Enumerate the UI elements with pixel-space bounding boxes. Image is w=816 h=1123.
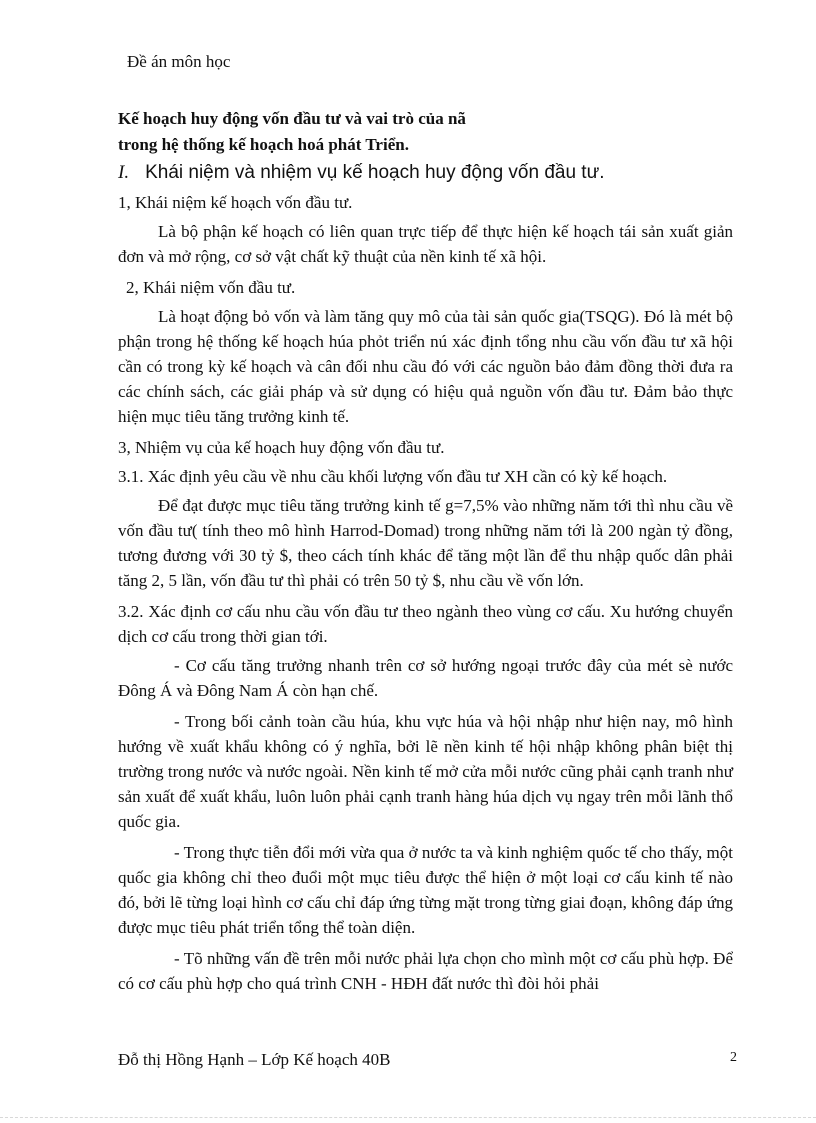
subsection-2-paragraph: Là hoạt động bỏ vốn và làm tăng quy mô của tài sản quốc gia(TSQG). Đó là mét bộ phận trong hệ thống kế hoạch húa phỏt triển nú xác định tổng nhu cầu vốn đầu tư xã hội cần có trong kỳ kế hoạch và cân đối nhu cầu đó với các nguồn bảo đảm đồng thời đưa ra các chính sách, các giải pháp và sử dụng có hiệu quả nguồn vốn đầu tư. Đảm bảo thực hiện mục tiêu tăng trưởng kinh tế. (118, 307, 733, 426)
item-3-2-heading: 3.2. Xác định cơ cấu nhu cầu vốn đầu tư theo ngành theo vùng cơ cấu. Xu hướng chuyển dịch cơ cấu trong thời gian tới. (118, 602, 733, 646)
bullet-paragraph: - Tõ những vấn đề trên mỗi nước phải lựa chọn cho mình một cơ cấu phù hợp. Để có cơ cấu phù hợp cho quá trình CNH - HĐH đất nước thì đòi hỏi phải (118, 949, 733, 993)
item-3-1-paragraph: Để đạt được mục tiêu tăng trưởng kinh tế g=7,5% vào những năm tới thì nhu cầu về vốn đầu tư( tính theo mô hình Harrod-Domad) trong những năm tới là 200 ngàn tỷ đồng, tương đương với 30 tỷ $, theo cách tính khác để tăng một lần để thu nhập quốc dân phải tăng 2, 5 lần, vốn đầu tư thì phải có trên 50 tỷ $, nhu cầu về vốn lớn. (118, 496, 733, 590)
item-3-1-heading: 3.1. Xác định yêu cầu về nhu cầu khối lượng vốn đầu tư XH cần có kỳ kế hoạch. (118, 467, 668, 486)
section-number: I. (118, 162, 130, 183)
section-heading-text: Khái niệm và nhiệm vụ kế hoạch huy động vốn đầu tư. (145, 162, 605, 183)
section-heading (118, 158, 733, 188)
subsection-2-heading: 2, Khái niệm vốn đầu tư. (126, 278, 296, 297)
subsection-3-heading: 3, Nhiệm vụ của kế hoạch huy động vốn đầu tư. (118, 438, 445, 457)
document-title (118, 106, 678, 158)
footer-author: Đỗ thị Hồng Hạnh – Lớp Kế hoạch 40B (118, 1050, 391, 1069)
bullet-paragraph: - Trong thực tiễn đổi mới vừa qua ở nước ta và kinh nghiệm quốc tế cho thấy, một quốc gia không chỉ theo đuổi một mục tiêu được thể hiện ở một loại cơ cấu kinh tế nào đó, bởi lẽ từng loại hình cơ cấu chỉ đáp ứng từng mặt trong từng giai đoạn, không đáp ứng được mục tiêu phát triển tổng thể toàn diện. (118, 843, 733, 937)
subsection-1-heading: 1, Khái niệm kế hoạch vốn đầu tư. (118, 193, 353, 212)
page-number: 2 (730, 1050, 737, 1065)
page-edge-divider (0, 1117, 816, 1118)
title-line-2: trong hệ thống kế hoạch hoá phát Triển. (118, 135, 409, 154)
subsection-1-paragraph: Là bộ phận kế hoạch có liên quan trực tiếp để thực hiện kế hoạch tái sản xuất giản đơn và mở rộng, cơ sở vật chất kỹ thuật của nền kinh tế xã hội. (118, 222, 733, 266)
document-body (118, 158, 733, 1002)
document-header: Đề án môn học (127, 52, 231, 71)
title-line-1: Kế hoạch huy động vốn đầu tư và vai trò của nã (118, 109, 466, 128)
bullet-paragraph: - Trong bối cảnh toàn cầu húa, khu vực húa và hội nhập như hiện nay, mô hình hướng về xuất khẩu không có ý nghĩa, bởi lẽ nền kinh tế hội nhập không phân biệt thị trường trong nước và nước ngoài. Nền kinh tế mở cửa mỗi nước cũng phải cạnh tranh như sản xuất để xuất khẩu, luôn luôn phải cạnh tranh hàng húa dịch vụ ngay trên mỗi lãnh thổ quốc gia. (118, 712, 733, 831)
bullet-paragraph: - Cơ cấu tăng trưởng nhanh trên cơ sở hướng ngoại trước đây của mét sè nước Đông Á và Đông Nam Á còn hạn chế. (118, 656, 733, 700)
